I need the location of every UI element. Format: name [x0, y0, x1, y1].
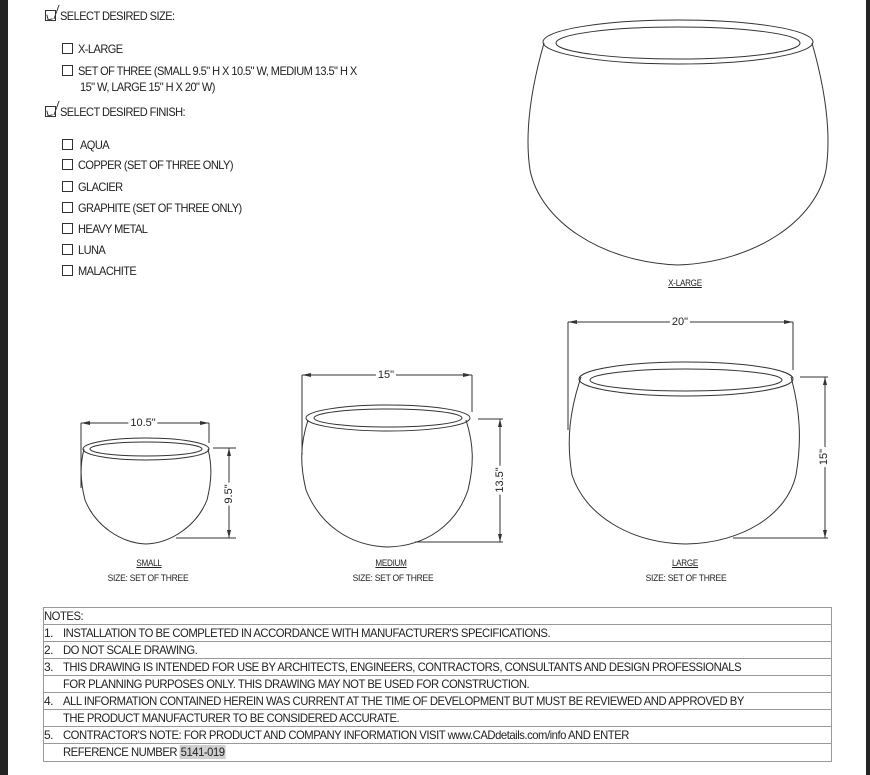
reference-number[interactable]: 5141-019 [180, 745, 225, 759]
note-row [44, 625, 831, 642]
large-sublabel: SIZE: SET OF THREE [645, 573, 727, 584]
small-sublabel: SIZE: SET OF THREE [107, 573, 189, 584]
note-row [44, 693, 831, 710]
medium-planter-drawing [302, 375, 503, 547]
medium-height-dimension: 13.5" [494, 467, 506, 493]
reference-label: REFERENCE NUMBER [63, 745, 180, 759]
finish-option-graphite-label: GRAPHITE (SET OF THREE ONLY) [78, 201, 242, 215]
small-planter-drawing [81, 423, 236, 544]
note-row [44, 659, 831, 676]
large-width-dimension: 20" [671, 316, 689, 328]
finish-option-copper-label: COPPER (SET OF THREE ONLY) [78, 158, 233, 172]
medium-label: MEDIUM [375, 558, 407, 568]
notes-table [43, 607, 832, 762]
note-row [44, 727, 831, 744]
medium-width-dimension: 15" [377, 369, 395, 381]
note-text: ALL INFORMATION CONTAINED HEREIN WAS CURRENT AT THE TIME OF DEVELOPMENT BUT MUST BE REVIEWED AND APPROVED BY [63, 694, 744, 708]
note-row [44, 642, 831, 659]
small-label: SMALL [136, 558, 162, 568]
note-number: 3. [44, 660, 54, 674]
xlarge-planter-drawing [528, 20, 828, 265]
note-text-reference [63, 744, 226, 760]
finish-heading: SELECT DESIRED FINISH: [60, 105, 186, 119]
note-text: THIS DRAWING IS INTENDED FOR USE BY ARCHITECTS, ENGINEERS, CONTRACTORS, CONSULTANTS AND DESIGN PROFESSIONALS [63, 660, 742, 674]
note-row-continuation [44, 676, 831, 693]
large-height-dimension: 15" [818, 448, 830, 466]
note-row-continuation [44, 744, 831, 761]
notes-heading-row [44, 608, 831, 625]
small-width-dimension: 10.5" [130, 417, 156, 429]
size-option-set-label-line1: SET OF THREE (SMALL 9.5" H X 10.5" W, MEDIUM 13.5" H X [78, 64, 357, 78]
note-row-continuation [44, 710, 831, 727]
medium-sublabel: SIZE: SET OF THREE [352, 573, 434, 584]
large-label: LARGE [671, 558, 699, 568]
note-number: 4. [44, 694, 54, 708]
small-height-dimension: 9.5" [223, 484, 235, 504]
note-text: FOR PLANNING PURPOSES ONLY. THIS DRAWING MAY NOT BE USED FOR CONSTRUCTION. [63, 677, 530, 691]
finish-option-aqua-label: AQUA [80, 138, 110, 152]
finish-option-heavy-metal-label: HEAVY METAL [78, 222, 148, 236]
finish-option-glacier-label: GLACIER [78, 180, 123, 194]
size-heading: SELECT DESIRED SIZE: [60, 9, 175, 23]
note-number: 2. [44, 643, 54, 657]
note-text: THE PRODUCT MANUFACTURER TO BE CONSIDERED ACCURATE. [63, 711, 400, 725]
note-text: DO NOT SCALE DRAWING. [63, 643, 198, 657]
note-text: CONTRACTOR'S NOTE: FOR PRODUCT AND COMPANY INFORMATION VISIT www.CADdetails.com/info AND ENTER [63, 728, 629, 742]
note-number: 5. [44, 728, 54, 742]
note-text: INSTALLATION TO BE COMPLETED IN ACCORDANCE WITH MANUFACTURER'S SPECIFICATIONS. [63, 626, 551, 640]
notes-heading: NOTES: [44, 609, 84, 623]
note-number: 1. [44, 626, 54, 640]
finish-option-malachite-label: MALACHITE [78, 264, 137, 278]
xlarge-label: X-LARGE [668, 278, 702, 288]
size-option-xlarge-label: X-LARGE [78, 42, 123, 56]
finish-option-luna-label: LUNA [78, 243, 106, 257]
size-option-set-label-line2: 15" W, LARGE 15" H X 20" W) [80, 80, 215, 94]
large-planter-drawing [568, 322, 828, 544]
